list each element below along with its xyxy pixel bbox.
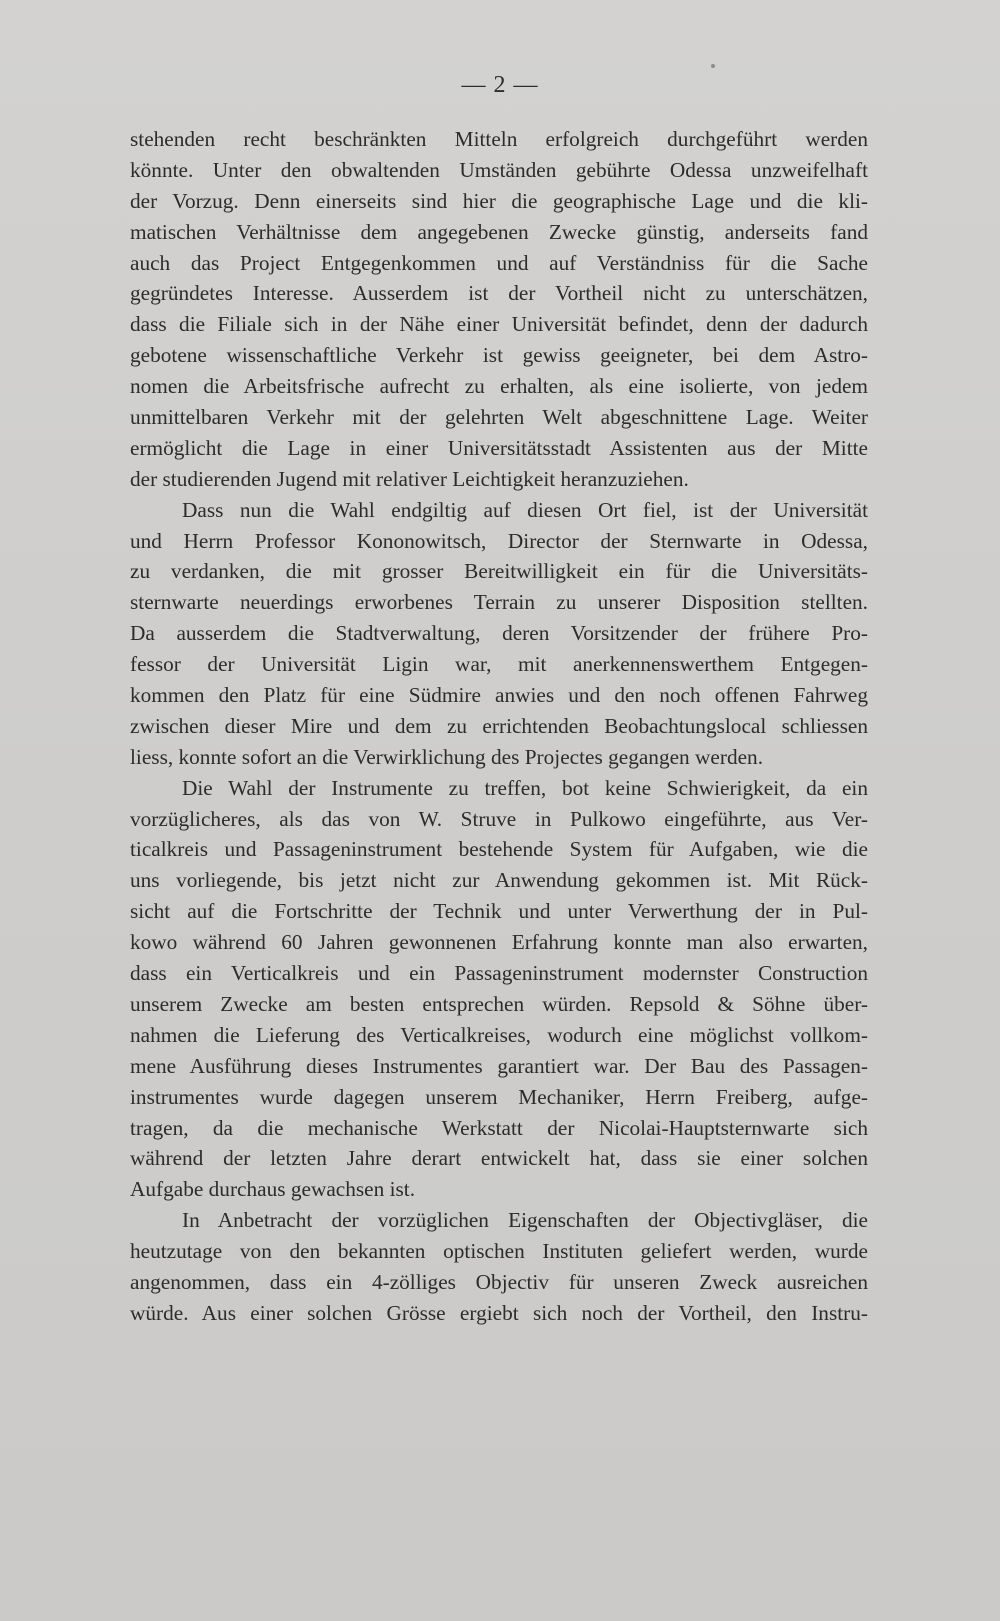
text-line: Die Wahl der Instrumente zu treffen, bot keine Schwierigkeit, da ein xyxy=(182,775,868,800)
text-line: nomen die Arbeitsfrische aufrecht zu erhalten, als eine isolierte, von jedem xyxy=(130,374,868,399)
text-line: Aufgabe durchaus gewachsen ist. xyxy=(130,1177,416,1202)
text-line: tragen, da die mechanische Werkstatt der Nicolai-Hauptsternwarte sich xyxy=(130,1115,868,1140)
text-line: instrumentes wurde dagegen unserem Mechaniker, Herrn Freiberg, aufge- xyxy=(130,1084,868,1109)
text-line: matischen Verhältnisse dem angegebenen Zwecke günstig, anderseits fand xyxy=(130,219,868,244)
text-line: dass ein Verticalkreis und ein Passageninstrument modernster Construction xyxy=(130,961,868,986)
text-line: In Anbetracht der vorzüglichen Eigenschaften der Objectivgläser, die xyxy=(182,1208,868,1233)
text-line: kowo während 60 Jahren gewonnenen Erfahrung konnte man also erwarten, xyxy=(130,930,868,955)
text-line: heutzutage von den bekannten optischen Instituten geliefert werden, wurde xyxy=(130,1239,868,1264)
text-line: zwischen dieser Mire und dem zu errichtenden Beobachtungslocal schliessen xyxy=(130,713,868,738)
text-line: zu verdanken, die mit grosser Bereitwilligkeit ein für die Universitäts- xyxy=(130,559,868,584)
text-line: unmittelbaren Verkehr mit der gelehrten Welt abgeschnittene Lage. Weiter xyxy=(130,405,868,430)
text-line: gebotene wissenschaftliche Verkehr ist gewiss geeigneter, bei dem Astro- xyxy=(130,343,868,368)
text-line: ticalkreis und Passageninstrument bestehende System für Aufgaben, wie die xyxy=(130,837,868,862)
text-line: ermöglicht die Lage in einer Universitätsstadt Assistenten aus der Mitte xyxy=(130,435,868,460)
body-text xyxy=(130,124,868,1329)
text-line: nahmen die Lieferung des Verticalkreises, wodurch eine möglichst vollkom- xyxy=(130,1022,868,1047)
text-line: mene Ausführung dieses Instrumentes garantiert war. Der Bau des Passagen- xyxy=(130,1053,868,1078)
text-line: Da ausserdem die Stadtverwaltung, deren Vorsitzender der frühere Pro- xyxy=(130,621,868,646)
text-line: angenommen, dass ein 4-zölliges Objectiv für unseren Zweck ausreichen xyxy=(130,1269,868,1294)
text-line: der studierenden Jugend mit relativer Leichtigkeit heranzuziehen. xyxy=(130,466,689,491)
text-line: Dass nun die Wahl endgiltig auf diesen Ort fiel, ist der Universität xyxy=(182,497,868,522)
text-line: der Vorzug. Denn einerseits sind hier die geographische Lage und die kli- xyxy=(130,188,868,213)
text-line: würde. Aus einer solchen Grösse ergiebt sich noch der Vortheil, den Instru- xyxy=(130,1300,868,1325)
text-line: liess, konnte sofort an die Verwirklichung des Projectes gegangen werden. xyxy=(130,744,764,769)
text-line: könnte. Unter den obwaltenden Umständen gebührte Odessa unzweifelhaft xyxy=(130,157,868,182)
text-line: uns vorliegende, bis jetzt nicht zur Anwendung gekommen ist. Mit Rück- xyxy=(130,868,868,893)
text-line: stehenden recht beschränkten Mitteln erfolgreich durchgeführt werden xyxy=(130,127,868,151)
text-line: unserem Zwecke am besten entsprechen würden. Repsold & Söhne über- xyxy=(130,991,868,1016)
text-line: und Herrn Professor Kononowitsch, Director der Sternwarte in Odessa, xyxy=(130,528,868,553)
text-line: sicht auf die Fortschritte der Technik und unter Verwerthung der in Pul- xyxy=(130,899,868,924)
text-line: gegründetes Interesse. Ausserdem ist der Vortheil nicht zu unterschätzen, xyxy=(130,281,868,306)
text-line: kommen den Platz für eine Südmire anwies und den noch offenen Fahrweg xyxy=(130,683,868,708)
text-line: fessor der Universität Ligin war, mit anerkennenswerthem Entgegen- xyxy=(130,652,868,677)
text-line: dass die Filiale sich in der Nähe einer Universität befindet, denn der dadurch xyxy=(130,312,868,337)
text-line: sternwarte neuerdings erworbenes Terrain zu unserer Disposition stellten. xyxy=(130,590,868,615)
text-line: während der letzten Jahre derart entwickelt hat, dass sie einer solchen xyxy=(130,1146,868,1171)
text-line: auch das Project Entgegenkommen und auf Verständniss für die Sache xyxy=(130,250,868,275)
page-number: — 2 — xyxy=(461,72,539,98)
text-line: vorzüglicheres, als das von W. Struve in Pulkowo eingeführte, aus Ver- xyxy=(130,806,868,831)
paper-speck xyxy=(711,64,715,68)
